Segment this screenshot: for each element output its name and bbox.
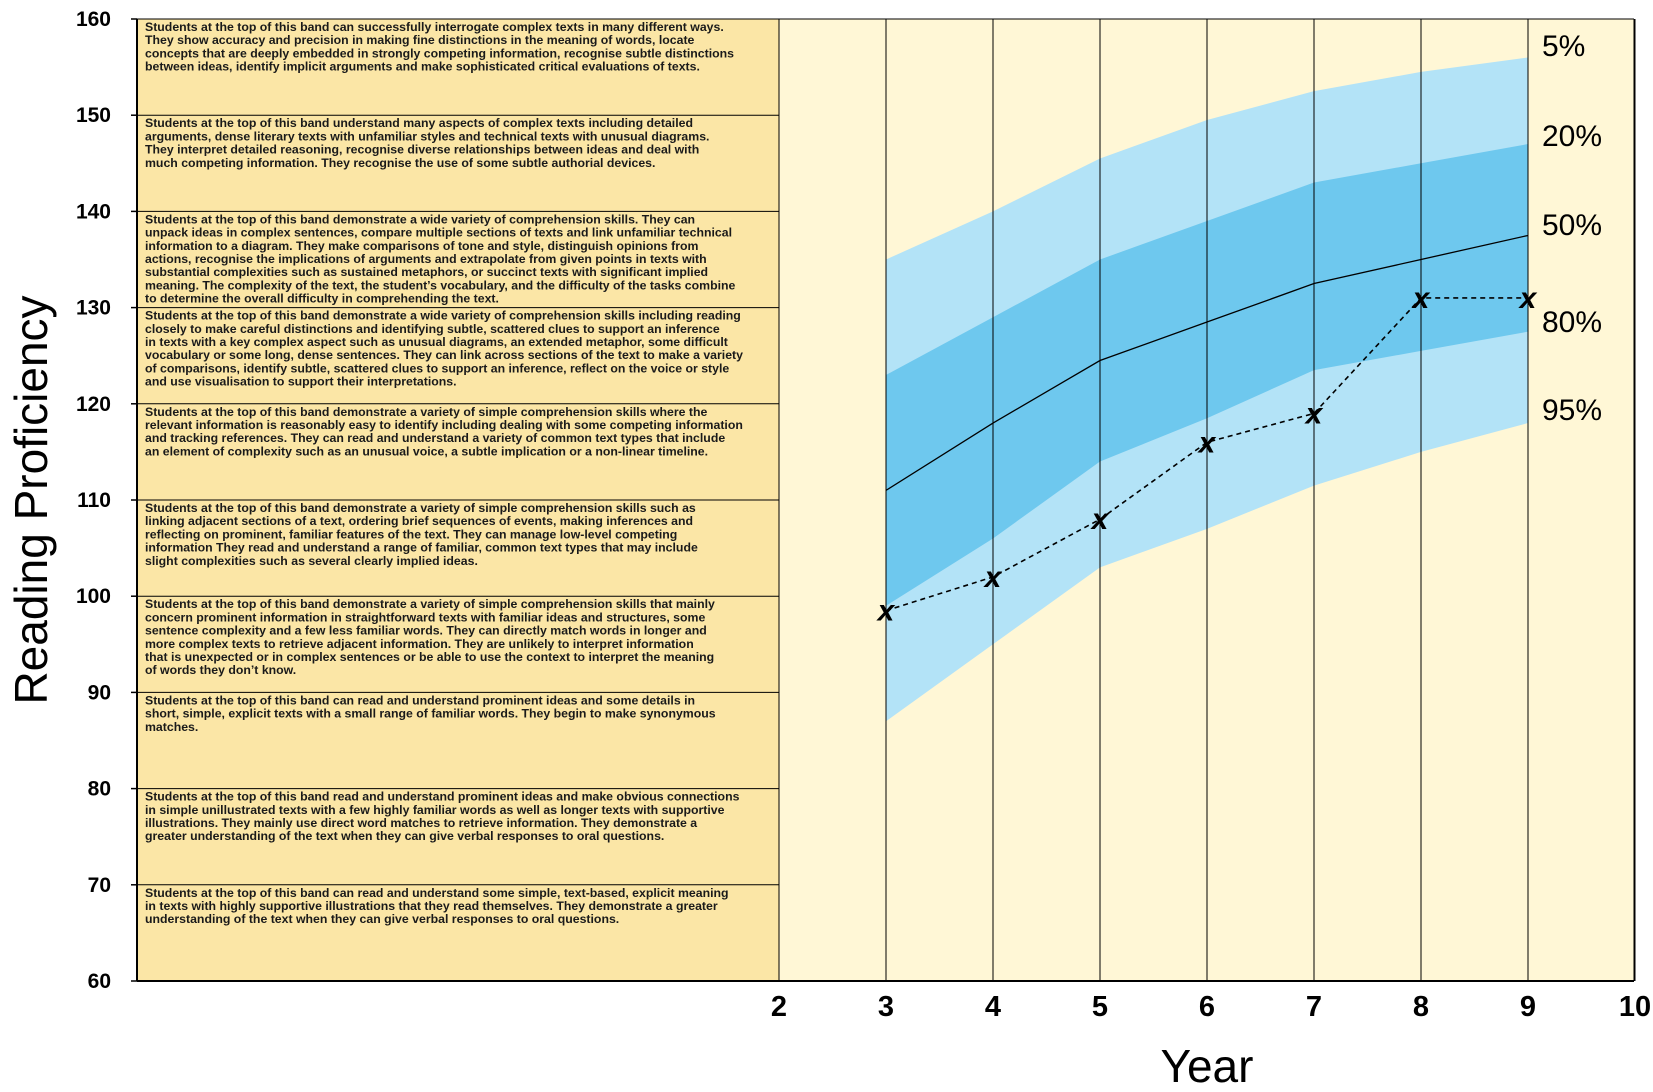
y-tick-label: 80 xyxy=(87,777,111,801)
band-description-line: of comparisons, identify subtle, scattered clues to support an inference, reflect on the voice or style xyxy=(145,361,730,376)
x-tick-label: 10 xyxy=(1618,991,1652,1023)
band-description-line: concern prominent information in straightforward texts with familiar ideas and structures, some xyxy=(145,610,706,625)
band-description-line: Students at the top of this band demonstrate a variety of simple comprehension skills that mainly xyxy=(145,597,715,612)
percentile-label-p95: 95% xyxy=(1542,394,1603,427)
percentile-label-p80: 80% xyxy=(1542,306,1603,339)
student-marker: x xyxy=(1305,397,1323,431)
band-description xyxy=(145,212,736,305)
band-description-line: Students at the top of this band demonstrate a variety of simple comprehension skills such as xyxy=(145,501,696,515)
band-description-line: to determine the overall difficulty in comprehending the text. xyxy=(145,291,499,306)
percentile-label-p5: 5% xyxy=(1542,30,1586,63)
x-tick-label: 5 xyxy=(1091,991,1109,1023)
student-marker: x xyxy=(1519,281,1537,315)
y-tick-label: 130 xyxy=(75,296,111,320)
band-description xyxy=(145,405,743,459)
y-tick-label: 150 xyxy=(75,104,111,128)
band-description-line: relevant information is reasonably easy to identify including dealing with some competing information xyxy=(145,418,743,432)
band-description-line: Students at the top of this band understand many aspects of complex texts including detailed xyxy=(145,116,693,131)
band-description-line: Students at the top of this band can read and understand some simple, text-based, explicit meaning xyxy=(145,885,729,900)
x-axis-title: Year xyxy=(1160,1040,1254,1092)
y-tick-label: 60 xyxy=(87,970,111,993)
band-description-line: much competing information. They recognise the use of some subtle authorial devices. xyxy=(145,155,656,170)
y-axis-title: Reading Proficiency xyxy=(5,295,57,705)
band-description-line: Students at the top of this band can read and understand prominent ideas and some details in xyxy=(145,693,696,708)
band-description-line: substantial complexities such as sustained metaphors, or succinct texts with significant implied xyxy=(145,265,709,280)
band-description-line: in texts with highly supportive illustrations that they read themselves. They demonstrate a greater xyxy=(145,899,718,913)
band-description-line: meaning. The complexity of the text, the student’s vocabulary, and the difficulty of the tasks combine xyxy=(145,278,736,293)
band-description-line: information to a diagram. They make comparisons of tone and style, distinguish opinions from xyxy=(145,238,699,253)
band-description-line: in texts with a key complex aspect such as unusual diagrams, an extended metaphor, some difficult xyxy=(145,335,728,349)
band-description-line: and tracking references. They can read and understand a variety of common text types that include xyxy=(145,431,726,446)
band-description-line: Students at the top of this band demonstrate a wide variety of comprehension skills. They can xyxy=(145,212,696,227)
x-tick-label: 4 xyxy=(984,991,1002,1023)
band-description-line: Students at the top of this band read and understand prominent ideas and make obvious connections xyxy=(145,789,740,804)
band-description-line: of words they don’t know. xyxy=(145,663,297,678)
student-marker: x xyxy=(877,594,895,628)
band-description-line: reflecting on prominent, familiar features of the text. They can manage low-level competing xyxy=(145,527,678,542)
band-description-line: short, simple, explicit texts with a small range of familiar words. They begin to make synonymous xyxy=(145,706,716,721)
student-marker: x xyxy=(1198,426,1216,460)
band-description-line: closely to make careful distinctions and identifying subtle, scattered clues to support an inference xyxy=(145,321,720,336)
x-tick-label: 8 xyxy=(1412,991,1430,1023)
band-description-line: linking adjacent sections of a text, ordering brief sequences of events, making inferences and xyxy=(145,514,694,529)
band-description-line: matches. xyxy=(145,719,199,734)
percentile-label-p20: 20% xyxy=(1542,120,1603,153)
band-description-line: concepts that are deeply embedded in strongly competing information, recognise subtle distinctions xyxy=(145,46,734,61)
band-description-line: Students at the top of this band demonstrate a variety of simple comprehension skills where the xyxy=(145,404,708,419)
y-tick-label: 120 xyxy=(75,392,111,416)
band-description-line: actions, recognise the implications of arguments and extrapolate from given points in texts with xyxy=(145,252,707,266)
band-description-line: They interpret detailed reasoning, recognise diverse relationships between ideas and deal with xyxy=(145,142,700,157)
y-tick-label: 100 xyxy=(75,585,111,609)
x-tick-label: 9 xyxy=(1519,991,1537,1023)
band-description-line: and use visualisation to support their interpretations. xyxy=(145,374,457,389)
band-description-line: more complex texts to retrieve adjacent information. They are unlikely to interpret information xyxy=(145,636,694,651)
band-description-line: sentence complexity and a few less familiar words. They can directly match words in longer and xyxy=(145,623,707,638)
y-tick-label: 90 xyxy=(87,681,111,705)
band-description-line: in simple unillustrated texts with a few highly familiar words as well as longer texts with supportive xyxy=(145,802,725,817)
band-description-line: greater understanding of the text when they can give verbal responses to oral questions. xyxy=(145,829,665,844)
x-tick-label: 7 xyxy=(1305,991,1323,1023)
band-description xyxy=(145,116,709,170)
x-tick-label: 2 xyxy=(770,991,788,1023)
y-tick-label: 70 xyxy=(87,873,111,897)
band-description-line: slight complexities such as several clearly implied ideas. xyxy=(145,553,478,568)
band-description-line: vocabulary or some long, dense sentences. They can link across sections of the text to make a variety xyxy=(145,348,743,363)
band-description-line: Students at the top of this band demonstrate a wide variety of comprehension skills including reading xyxy=(145,308,741,323)
student-marker: x xyxy=(1091,503,1109,537)
student-marker: x xyxy=(1412,281,1430,315)
band-description-line: unpack ideas in complex sentences, compare multiple sections of texts and link unfamiliar technical xyxy=(145,225,733,240)
student-marker: x xyxy=(984,560,1002,594)
band-description-line: Students at the top of this band can successfully interrogate complex texts in many different ways. xyxy=(145,20,724,34)
band-description-line: They show accuracy and precision in making fine distinctions in the meaning of words, locate xyxy=(145,33,695,48)
x-tick-label: 3 xyxy=(877,991,895,1023)
y-tick-label: 110 xyxy=(77,489,111,512)
percentile-label-p50: 50% xyxy=(1542,209,1603,242)
band-description-line: that is unexpected or in complex sentences or be able to use the context to interpret the meaning xyxy=(145,650,715,664)
band-description-line: illustrations. They mainly use direct word matches to retrieve information. They demonstrate a xyxy=(145,816,698,830)
y-tick-label: 160 xyxy=(75,8,111,31)
band-description-line: arguments, dense literary texts with unfamiliar styles and technical texts with unusual diagrams. xyxy=(145,129,710,144)
x-tick-label: 6 xyxy=(1198,991,1216,1023)
band-description xyxy=(145,790,740,844)
band-description-line: between ideas, identify implicit arguments and make sophisticated critical evaluations of texts. xyxy=(145,59,700,74)
band-description xyxy=(145,20,734,74)
y-tick-label: 140 xyxy=(75,200,111,224)
band-description-line: understanding of the text when they can give verbal responses to oral questions. xyxy=(145,912,620,927)
band-description-line: an element of complexity such as an unusual voice, a subtle implication or a non-linear timeline. xyxy=(145,444,709,459)
band-description-line: information They read and understand a range of familiar, common text types that may include xyxy=(145,540,698,555)
